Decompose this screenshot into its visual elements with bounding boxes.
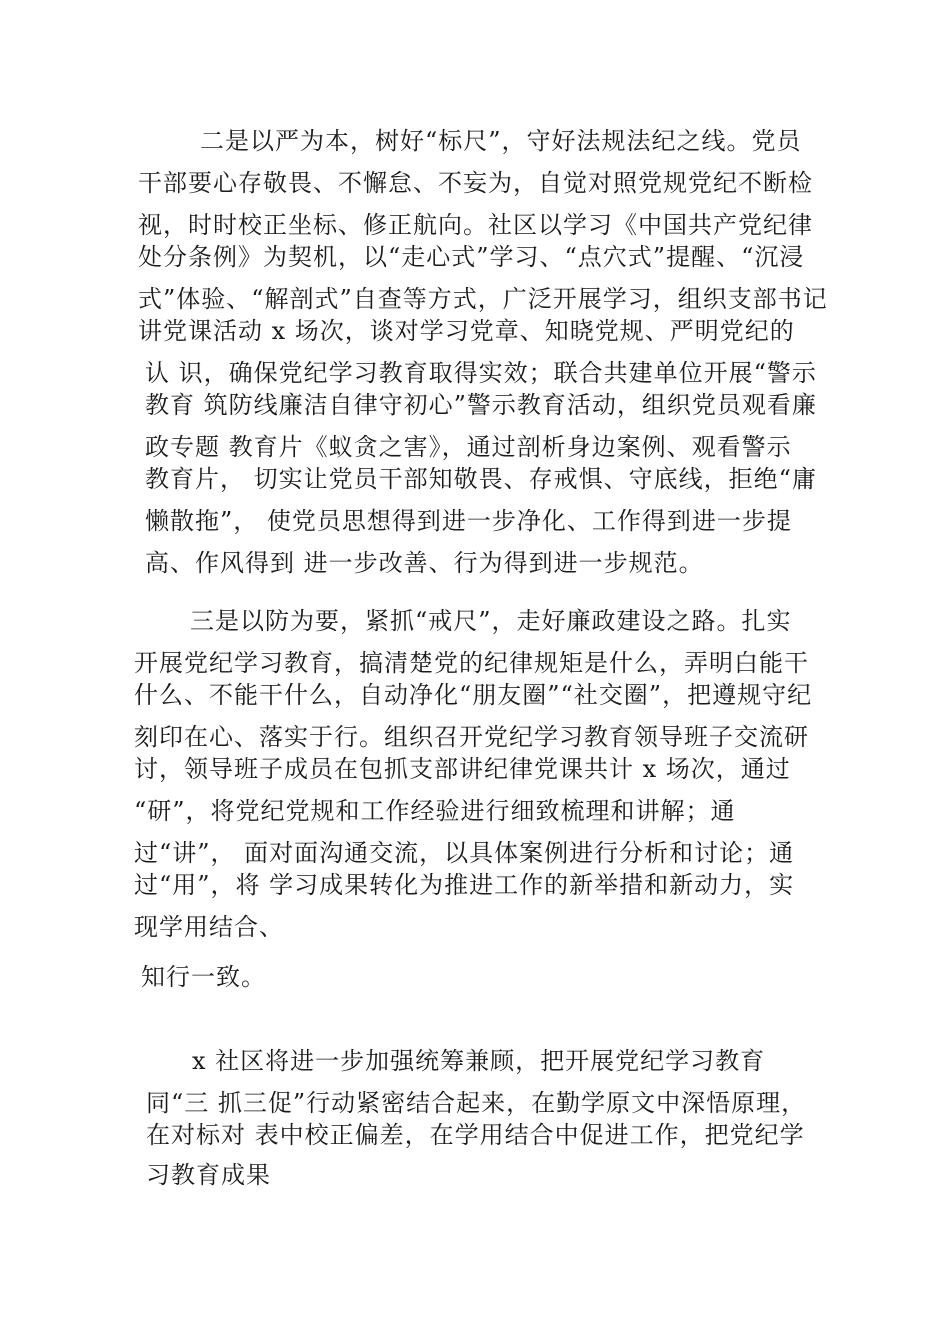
paragraph-line: 式”体验、“解剖式”自查等方式，广泛开展学习，组织支部书记 — [138, 285, 828, 313]
paragraph-line: 在对标对 表中校正偏差，在学用结合中促进工作，把党纪学 — [146, 1121, 805, 1149]
paragraph-line: 开展党纪学习教育，搞清楚党的纪律规矩是什么，弄明白能干 — [134, 649, 809, 677]
paragraph-line: 现学用结合、 — [134, 913, 284, 941]
paragraph-line: 视，时时校正坐标、修正航向。社区以学习《中国共产党纪律 — [138, 211, 813, 239]
paragraph-line: 什么、不能干什么，自动净化“朋友圈”“社交圈”，把遵规守纪 — [134, 681, 813, 709]
paragraph-line: x 社区将进一步加强统筹兼顾，把开展党纪学习教育 — [192, 1047, 766, 1075]
paragraph-line: 懒散拖”， 使党员思想得到进一步净化、工作得到进一步提 — [145, 507, 792, 535]
paragraph-line: 二是以严为本，树好“标尺”，守好法规法纪之线。党员 — [200, 127, 802, 155]
paragraph-line: 政专题 教育片《蚁贪之害》，通过剖析身边案例、观看警示 — [145, 433, 792, 461]
paragraph-line: 处分条例》为契机，以“走心式”学习、“点穴式”提醒、“沉浸 — [138, 243, 805, 271]
paragraph-line: 习教育成果 — [146, 1161, 271, 1189]
paragraph-line: 过“用”，将 学习成果转化为推进工作的新举措和新动力，实 — [134, 871, 795, 899]
paragraph-line: 同“三 抓三促”行动紧密结合起来，在勤学原文中深悟原理， — [146, 1089, 807, 1117]
paragraph-line: 过“讲”， 面对面沟通交流，以具体案例进行分析和讨论；通 — [134, 839, 795, 867]
paragraph-line: “研”，将党纪党规和工作经验进行细致梳理和讲解；通 — [134, 797, 736, 825]
paragraph-line: 教育片， 切实让党员干部知敬畏、存戒惧、守底线，拒绝“庸 — [145, 465, 817, 493]
paragraph-line: 三是以防为要，紧抓“戒尺”，走好廉政建设之路。扎实 — [190, 607, 792, 635]
paragraph-line: 刻印在心、落实于行。组织召开党纪学习教育领导班子交流研 — [134, 723, 809, 751]
paragraph-line: 讨，领导班子成员在包抓支部讲纪律党课共计 x 场次，通过 — [134, 755, 791, 783]
paragraph-line: 知行一致。 — [141, 963, 266, 991]
paragraph-line: 干部要心存敬畏、不懈怠、不妄为，自觉对照党规党纪不断检 — [138, 169, 813, 197]
paragraph-line: 教育 筑防线廉洁自律守初心”警示教育活动，组织党员观看廉 — [145, 391, 817, 419]
paragraph-line: 高、作风得到 进一步改善、行为得到进一步规范。 — [145, 549, 704, 577]
paragraph-line: 讲党课活动 x 场次，谈对学习党章、知晓党规、严明党纪的 — [138, 317, 795, 345]
paragraph-line: 认 识，确保党纪学习教育取得实效；联合共建单位开展“警示 — [145, 359, 817, 387]
